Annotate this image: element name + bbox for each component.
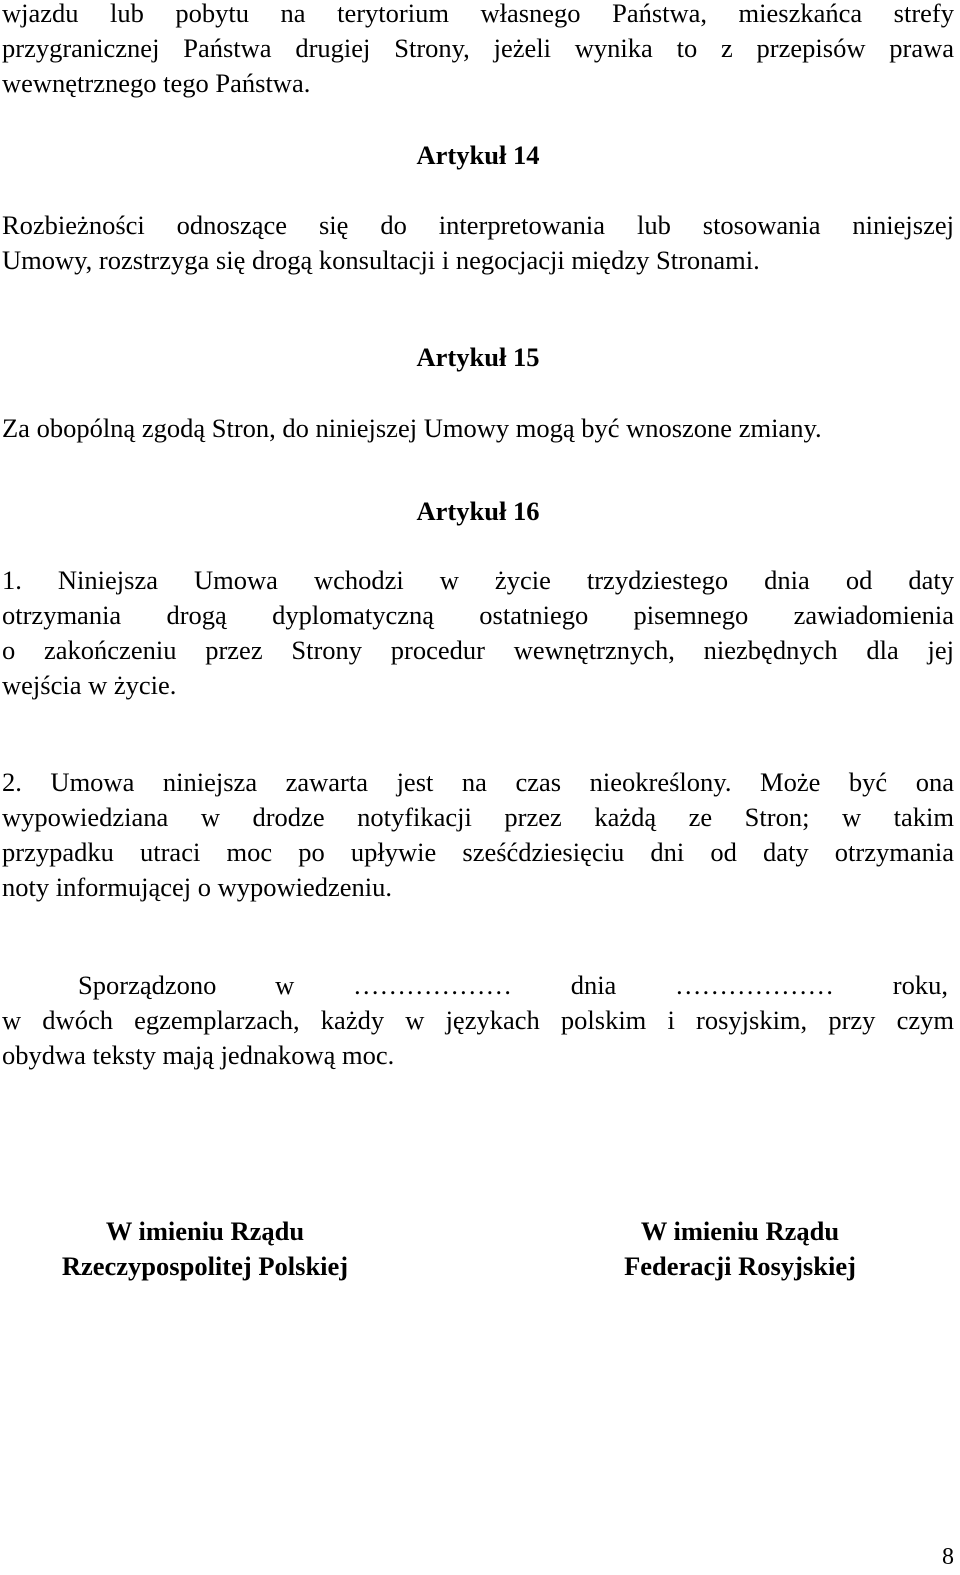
article-14-line-2: Umowy, rozstrzyga się drogą konsultacji i negocjacji między Stronami.: [2, 245, 760, 275]
signature-poland-line-1: W imieniu Rządu: [105, 1216, 305, 1246]
article-16-p1-line-2: otrzymania drogą dyplomatyczną ostatniego pisemnego zawiadomienia: [2, 600, 954, 630]
closing-paragraph: [2, 968, 954, 1073]
closing-line-2: w dwóch egzemplarzach, każdy w językach polskim i rosyjskim, przy czym: [2, 1005, 954, 1035]
intro-line-2: przygranicznej Państwa drugiej Strony, jeżeli wynika to z przepisów prawa: [2, 33, 954, 63]
article-16-heading: Artykuł 16: [416, 496, 540, 526]
article-16-p2-line-2: wypowiedziana w drodze notyfikacji przez każdą ze Stron; w takim: [2, 802, 954, 832]
article-16-p2-line-3: przypadku utraci moc po upływie sześćdziesięciu dni od daty otrzymania: [2, 837, 954, 867]
article-14-line-1: Rozbieżności odnoszące się do interpretowania lub stosowania niniejszej: [2, 210, 954, 240]
article-16-p2-line-4: noty informującej o wypowiedzeniu.: [2, 872, 393, 902]
article-15-line-1: Za obopólną zgodą Stron, do niniejszej Umowy mogą być wnoszone zmiany.: [2, 413, 822, 443]
article-16-paragraph-1: [2, 563, 954, 703]
signature-russia-line-1: W imieniu Rządu: [640, 1216, 840, 1246]
signature-russia-line-2: Federacji Rosyjskiej: [624, 1251, 856, 1281]
article-16-p2-line-1: 2. Umowa niniejsza zawarta jest na czas nieokreślony. Może być ona: [2, 767, 954, 797]
signature-block-russia: [580, 1214, 900, 1284]
article-15-paragraph: [2, 411, 954, 446]
signature-block-poland: [30, 1214, 380, 1284]
article-15-heading: Artykuł 15: [416, 342, 540, 372]
closing-line-1: Sporządzono w ……………… dnia ……………… roku,: [78, 970, 948, 1000]
article-16-p1-line-1: 1. Niniejsza Umowa wchodzi w życie trzydziestego dnia od daty: [2, 565, 954, 595]
article-16-paragraph-2: [2, 765, 954, 905]
signature-poland-line-2: Rzeczypospolitej Polskiej: [61, 1251, 349, 1281]
closing-line-3: obydwa teksty mają jednakową moc.: [2, 1040, 395, 1070]
article-14-heading: Artykuł 14: [416, 140, 540, 170]
intro-line-1: wjazdu lub pobytu na terytorium własnego Państwa, mieszkańca strefy: [2, 0, 954, 28]
intro-line-3: wewnętrznego tego Państwa.: [2, 68, 311, 98]
article-16-p1-line-3: o zakończeniu przez Strony procedur wewnętrznych, niezbędnych dla jej: [2, 635, 954, 665]
article-16-p1-line-4: wejścia w życie.: [2, 670, 177, 700]
article-14-paragraph: [2, 208, 954, 278]
intro-paragraph: [2, 0, 954, 101]
page-number: 8: [942, 1544, 954, 1570]
